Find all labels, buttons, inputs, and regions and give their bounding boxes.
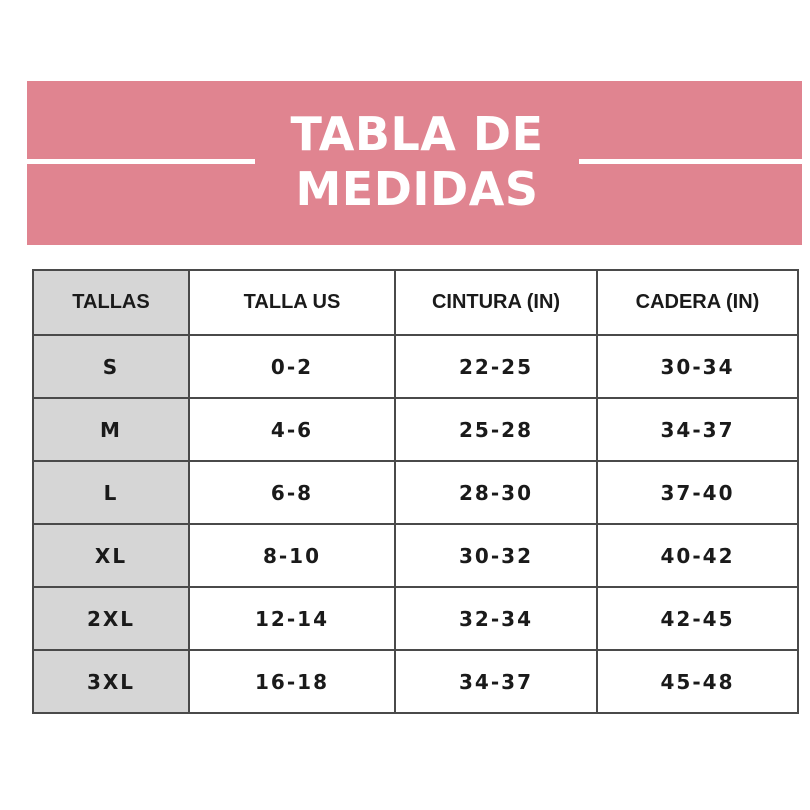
header-cadera: CADERA (IN) — [597, 270, 798, 335]
page-title-line-2: MEDIDAS — [295, 162, 539, 216]
table-row — [33, 461, 798, 524]
cell-talla-us: 8-10 — [189, 524, 395, 587]
table-header-row — [33, 270, 798, 335]
cell-cintura: 22-25 — [395, 335, 597, 398]
cell-talla-us: 6-8 — [189, 461, 395, 524]
table-row — [33, 524, 798, 587]
cell-talla-us: 0-2 — [189, 335, 395, 398]
cell-cintura: 28-30 — [395, 461, 597, 524]
cell-size: M — [33, 398, 189, 461]
cell-size: 2XL — [33, 587, 189, 650]
table-row — [33, 587, 798, 650]
banner-line-right — [579, 159, 802, 164]
header-talla-us: TALLA US — [189, 270, 395, 335]
header-cintura: CINTURA (IN) — [395, 270, 597, 335]
cell-size: S — [33, 335, 189, 398]
cell-cadera: 34-37 — [597, 398, 798, 461]
cell-cintura: 32-34 — [395, 587, 597, 650]
size-chart-table — [32, 269, 799, 714]
cell-cadera: 37-40 — [597, 461, 798, 524]
table-row — [33, 398, 798, 461]
cell-cadera: 40-42 — [597, 524, 798, 587]
cell-cadera: 30-34 — [597, 335, 798, 398]
cell-cadera: 45-48 — [597, 650, 798, 713]
cell-size: XL — [33, 524, 189, 587]
cell-cintura: 30-32 — [395, 524, 597, 587]
page-title — [255, 107, 579, 217]
table-row — [33, 650, 798, 713]
title-banner — [27, 81, 802, 245]
header-tallas: TALLAS — [33, 270, 189, 335]
cell-cadera: 42-45 — [597, 587, 798, 650]
cell-cintura: 25-28 — [395, 398, 597, 461]
cell-cintura: 34-37 — [395, 650, 597, 713]
cell-size: 3XL — [33, 650, 189, 713]
cell-talla-us: 16-18 — [189, 650, 395, 713]
cell-size: L — [33, 461, 189, 524]
table-row — [33, 335, 798, 398]
cell-talla-us: 4-6 — [189, 398, 395, 461]
banner-line-left — [27, 159, 255, 164]
page-title-line-1: TABLA DE — [290, 107, 544, 161]
cell-talla-us: 12-14 — [189, 587, 395, 650]
